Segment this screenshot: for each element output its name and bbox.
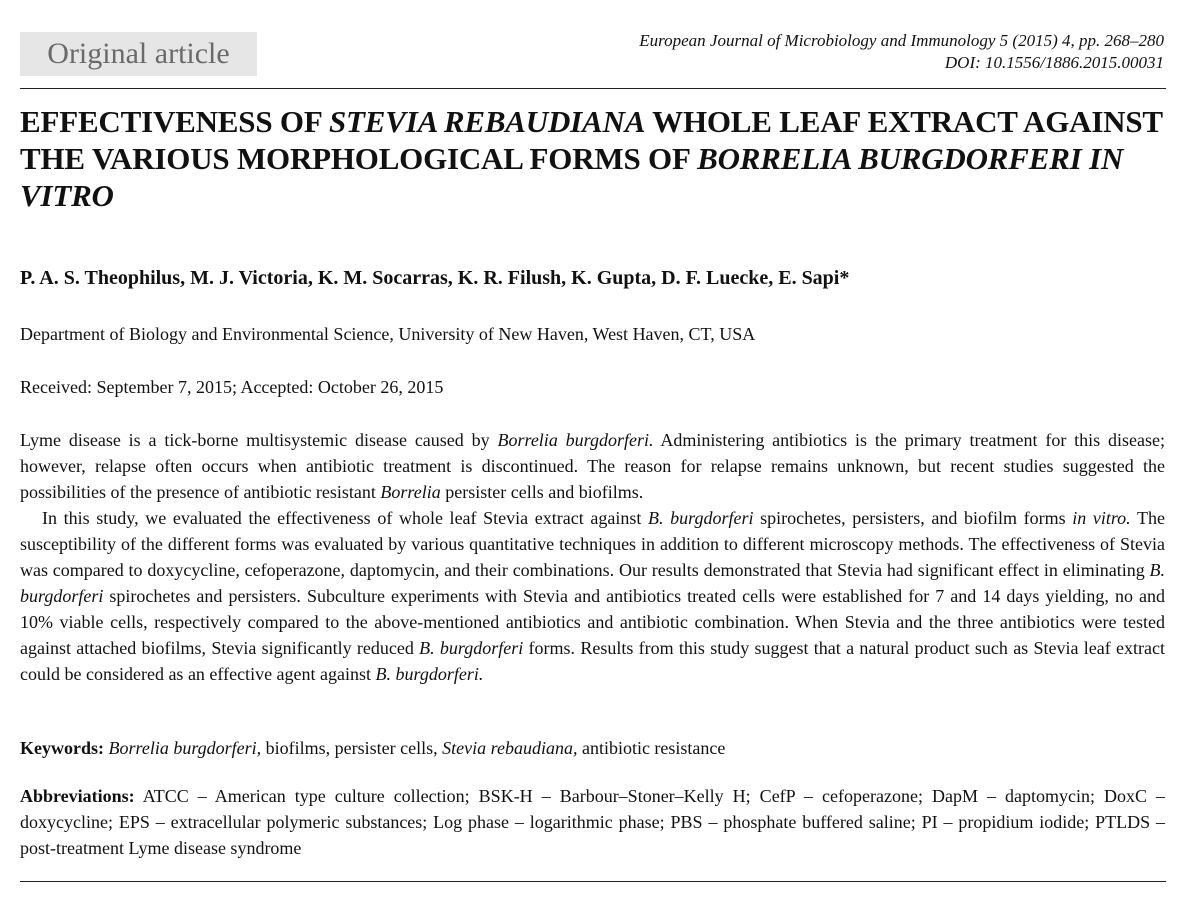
keywords <box>20 735 725 761</box>
abstract-text: Lyme disease is a tick-borne multisystemic disease caused by <box>20 430 498 450</box>
keyword-italic: Stevia rebaudiana, <box>442 738 578 758</box>
article-type-badge: Original article <box>20 32 257 76</box>
title-italic-species: STEVIA REBAUDIANA <box>328 104 646 139</box>
keywords-label: Keywords: <box>20 738 104 758</box>
keyword-text: antibiotic resistance <box>577 738 726 758</box>
abstract-italic: B. burgdorferi <box>648 508 754 528</box>
bottom-divider <box>20 881 1166 882</box>
abstract-text: spirochetes and persisters. Subculture experiments with Stevia and antibiotics treated cells were established for 7 and 14 days yielding, no and 10% viable cells, respectively compared to the above-mentioned antibiotics and antibiotic combination. When Stevia and the three antibiotics were tested against attached biofilms, Stevia significantly reduced <box>20 586 1165 658</box>
author-list: P. A. S. Theophilus, M. J. Victoria, K. M. Socarras, K. R. Filush, K. Gupta, D. F. Luecke, E. Sapi* <box>20 267 850 289</box>
abstract-paragraph-2 <box>20 505 1165 687</box>
abstract-text: The susceptibility of the different forms was evaluated by various quantitative techniques in addition to different microscopy methods. The effectiveness of Stevia was compared to doxycycline, cefoperazone, daptomycin, and their combinations. Our results demonstrated that Stevia had significant effect in eliminating <box>20 508 1165 580</box>
abstract-italic: B. burgdorferi <box>419 638 524 658</box>
keyword-text: biofilms, persister cells, <box>261 738 443 758</box>
abbreviations-text: ATCC – American type culture collection; BSK-H – Barbour–Stoner–Kelly H; CefP – cefoperazone; DapM – daptomycin; DoxC – doxycycline; EPS – extracellular polymeric substances; Log phase – logarithmic phase; PBS – phosphate buffered saline; PI – propidium iodide; PTLDS – post-treatment Lyme disease syndrome <box>20 786 1165 858</box>
abstract-italic: in vitro. <box>1072 508 1131 528</box>
top-divider <box>20 88 1166 89</box>
journal-reference: European Journal of Microbiology and Immunology 5 (2015) 4, pp. 268–280 <box>639 31 1164 50</box>
abstract-text: persister cells and biofilms. <box>440 482 644 502</box>
abstract-italic: B. burgdorferi <box>20 560 1165 606</box>
doi: DOI: 10.1556/1886.2015.00031 <box>944 53 1164 72</box>
abbreviations <box>20 783 1165 861</box>
abstract-text: forms. Results from this study suggest that a natural product such as Stevia leaf extract could be considered as an effective agent against <box>20 638 1165 684</box>
article-title <box>20 103 1170 214</box>
affiliation: Department of Biology and Environmental Science, University of New Haven, West Haven, CT, USA <box>20 324 756 344</box>
keyword-italic: Borrelia burgdorferi, <box>108 738 262 758</box>
title-part-2: WHOLE LEAF EXTRACT AGAINST THE VARIOUS MORPHOLOGICAL FORMS OF <box>20 104 1163 176</box>
abstract-text: Administering antibiotics is the primary treatment for this disease; however, relapse often occurs when antibiotic treatment is discontinued. The reason for relapse remains unknown, but recent studies suggested the possibilities of the presence of antibiotic resistant <box>20 430 1165 502</box>
journal-citation <box>639 30 1164 74</box>
received-dates: Received: September 7, 2015; Accepted: October 26, 2015 <box>20 377 444 397</box>
abstract-italic: B. burgdorferi. <box>375 664 484 684</box>
title-part-1: EFFECTIVENESS OF <box>20 104 329 139</box>
abbreviations-label: Abbreviations: <box>20 786 135 806</box>
abstract-text: spirochetes, persisters, and biofilm forms <box>753 508 1073 528</box>
title-italic-organism: BORRELIA BURGDORFERI IN VITRO <box>20 141 1124 213</box>
abstract-italic: Borrelia burgdorferi. <box>497 430 654 450</box>
abstract <box>20 427 1165 687</box>
abstract-paragraph-1 <box>20 427 1165 505</box>
abstract-italic: Borrelia <box>380 482 441 502</box>
abstract-text: In this study, we evaluated the effectiveness of whole leaf Stevia extract against <box>42 508 649 528</box>
